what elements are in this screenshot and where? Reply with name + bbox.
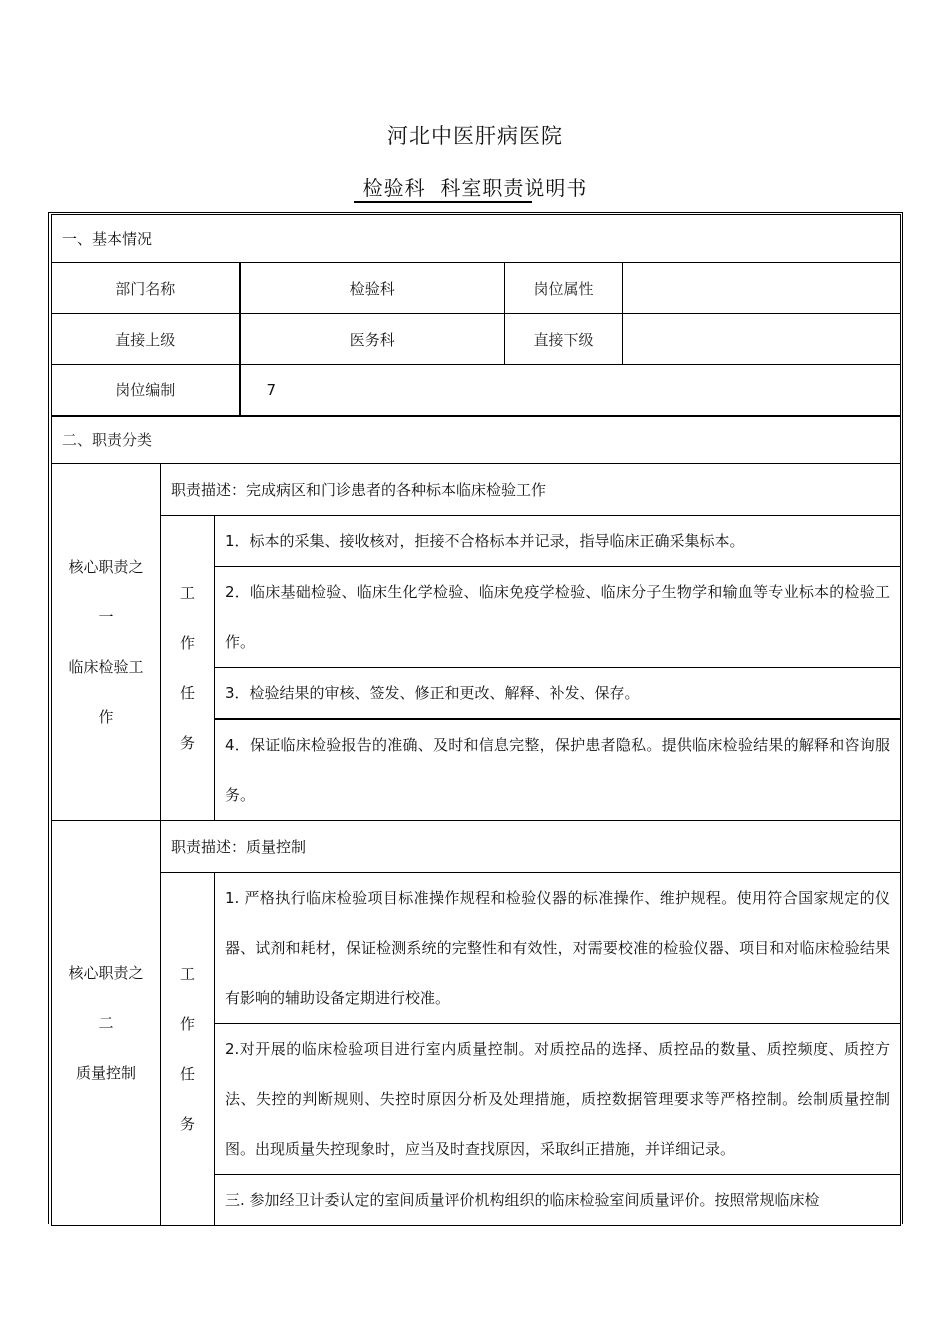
duty1-task-item-2: 2．临床基础检验、临床生化学检验、临床免疫学检验、临床分子生物学和输血等专业标本的检验工作。 [215, 567, 901, 668]
duty2-desc-row [52, 821, 901, 873]
duty2-task-row [52, 873, 901, 1024]
staffing-value: 7 [240, 365, 901, 416]
subordinate-value [623, 314, 901, 365]
dept-row [52, 263, 901, 314]
duty2-core-line: 二 [98, 1014, 114, 1032]
section1-title: 一、基本情况 [52, 215, 901, 263]
duty2-core-line: 质量控制 [75, 1064, 136, 1082]
post-attr-value [623, 263, 901, 314]
title-underline [354, 201, 532, 203]
duty2-core-label [52, 821, 161, 1226]
duty2-task-char: 务 [179, 1115, 195, 1133]
duty1-task-char: 任 [179, 684, 195, 702]
superior-label: 直接上级 [52, 314, 240, 365]
duty1-desc-row [52, 464, 901, 516]
duty1-task-label [161, 516, 215, 821]
duty1-core-line: 作 [98, 708, 114, 726]
duty2-task-item-3: 三. 参加经卫计委认定的室间质量评价机构组织的临床检验室间质量评价。按照常规临床检 [215, 1175, 901, 1226]
duty2-description: 职责描述：质量控制 [161, 821, 901, 873]
dept-value: 检验科 [240, 263, 505, 314]
duty2-task-item-1: 1. 严格执行临床检验项目标准操作规程和检验仪器的标准操作、维护规程。使用符合国家规定的仪器、试剂和耗材，保证检测系统的完整性和有效性，对需要校准的检验仪器、项目和对临床检验结果有影响的辅助设备定期进行校准。 [215, 873, 901, 1024]
duty1-task-row [52, 516, 901, 567]
section2-header-row [52, 416, 901, 464]
duty1-core-line: 临床检验工 [68, 658, 144, 676]
superior-row [52, 314, 901, 365]
duty1-core-line: 核心职责之 [68, 558, 144, 576]
subordinate-label: 直接下级 [505, 314, 623, 365]
table-frame-right [902, 212, 903, 1224]
duty2-task-char: 工 [179, 965, 195, 983]
duty1-core-line: 一 [98, 608, 114, 626]
staffing-row [52, 365, 901, 416]
table-frame-left [48, 212, 49, 1224]
duty2-core-line: 核心职责之 [68, 964, 144, 982]
duty1-core-label [52, 464, 161, 821]
duty1-task-char: 作 [179, 634, 195, 652]
hospital-name: 河北中医肝病医院 [387, 124, 563, 148]
superior-value: 医务科 [240, 314, 505, 365]
dept-label: 部门名称 [52, 263, 240, 314]
duty1-task-char: 工 [179, 584, 195, 602]
duty1-description: 职责描述：完成病区和门诊患者的各种标本临床检验工作 [161, 464, 901, 516]
duty1-task-item-1: 1．标本的采集、接收核对，拒接不合格标本并记录，指导临床正确采集标本。 [215, 516, 901, 567]
duty2-task-char: 作 [179, 1015, 195, 1033]
duty2-task-char: 任 [179, 1065, 195, 1083]
duty-table [51, 214, 901, 1226]
section1-header-row [52, 215, 901, 263]
duty2-task-item-2: 2.对开展的临床检验项目进行室内质量控制。对质控品的选择、质控品的数量、质控频度、质控方法、失控的判断规则、失控时原因分析及处理措施，质控数据管理要求等严格控制。绘制质量控制图。出现质量失控现象时，应当及时查找原因，采取纠正措施，并详细记录。 [215, 1024, 901, 1175]
table-frame-top [48, 212, 903, 213]
duty1-task-char: 务 [179, 734, 195, 752]
duty1-task-item-4: 4．保证临床检验报告的准确、及时和信息完整，保护患者隐私。提供临床检验结果的解释和咨询服务。 [215, 719, 901, 821]
duty2-task-label [161, 873, 215, 1226]
duty1-task-item-3: 3．检验结果的审核、签发、修正和更改、解释、补发、保存。 [215, 668, 901, 720]
staffing-label: 岗位编制 [52, 365, 240, 416]
post-attr-label: 岗位属性 [505, 263, 623, 314]
section2-title: 二、职责分类 [52, 416, 901, 464]
document-title: 检验科 科室职责说明书 [362, 176, 588, 200]
